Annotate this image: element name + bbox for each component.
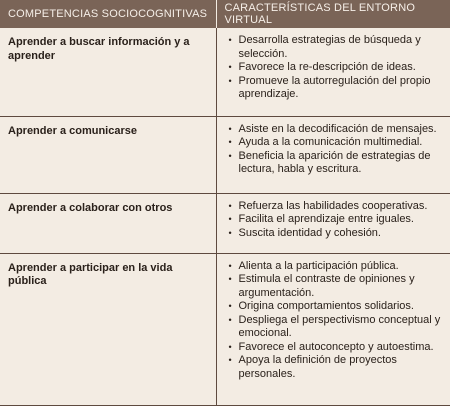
- table-row: [0, 28, 450, 116]
- header-competencias: COMPETENCIAS SOCIOCOGNITIVAS: [0, 0, 216, 28]
- competencia-cell: Aprender a buscar información y a aprender: [0, 28, 216, 116]
- caracteristicas-list: [229, 260, 443, 382]
- list-item: • Promueve la autorregulación del propio aprendizaje.: [229, 75, 443, 102]
- caracteristicas-list: [229, 34, 443, 102]
- list-item: • Alienta a la participación pública.: [229, 260, 443, 274]
- list-item: • Desarrolla estrategias de búsqueda y selección.: [229, 34, 443, 61]
- caracteristicas-cell: [216, 193, 450, 253]
- table-row: [0, 116, 450, 193]
- list-item: • Origina comportamientos solidarios.: [229, 300, 443, 314]
- competencia-cell: Aprender a participar en la vida pública: [0, 253, 216, 406]
- table-row: [0, 193, 450, 253]
- list-item: • Refuerza las habilidades cooperativas.: [229, 200, 443, 214]
- competencia-cell: Aprender a colaborar con otros: [0, 193, 216, 253]
- list-item: • Facilita el aprendizaje entre iguales.: [229, 213, 443, 227]
- list-item: • Apoya la definición de proyectos personales.: [229, 354, 443, 381]
- list-item: • Beneficia la aparición de estrategias de lectura, habla y escritura.: [229, 150, 443, 177]
- list-item: • Ayuda a la comunicación multimedial.: [229, 136, 443, 150]
- caracteristicas-list: [229, 123, 443, 177]
- list-item: • Favorece el autoconcepto y autoestima.: [229, 341, 443, 355]
- header-caracteristicas: CARACTERÍSTICAS DEL ENTORNO VIRTUAL: [216, 0, 450, 28]
- list-item: • Despliega el perspectivismo conceptual y emocional.: [229, 314, 443, 341]
- caracteristicas-cell: [216, 116, 450, 193]
- table-row: [0, 253, 450, 406]
- table-header-row: [0, 0, 450, 28]
- caracteristicas-list: [229, 200, 443, 241]
- caracteristicas-cell: [216, 28, 450, 116]
- caracteristicas-cell: [216, 253, 450, 406]
- list-item: • Estimula el contraste de opiniones y argumentación.: [229, 273, 443, 300]
- list-item: • Suscita identidad y cohesión.: [229, 227, 443, 241]
- list-item: • Asiste en la decodificación de mensajes.: [229, 123, 443, 137]
- competencia-cell: Aprender a comunicarse: [0, 116, 216, 193]
- list-item: • Favorece la re-descripción de ideas.: [229, 61, 443, 75]
